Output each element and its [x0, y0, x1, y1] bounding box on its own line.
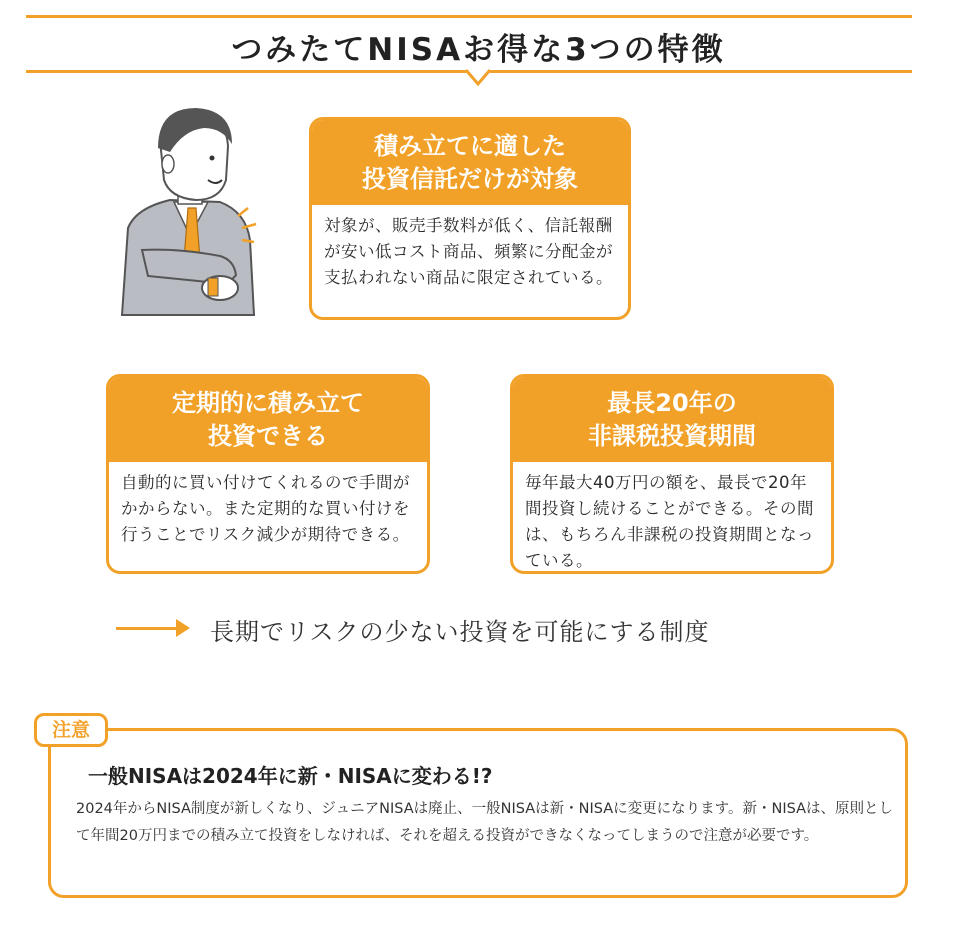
page-title: つみたてNISAお得な3つの特徴	[231, 32, 726, 68]
feature-card-1-header	[312, 120, 628, 205]
header-top-rule	[26, 15, 912, 18]
header-bottom-rule-right	[490, 70, 912, 73]
note-text: 2024年からNISA制度が新しくなり、ジュニアNISAは廃止、一般NISAは新・NISAに変更になります。新・NISAは、原則として年間20万円までの積み立て投資をしなければ、それを超える投資ができなくなってしまうので注意が必要です。	[76, 801, 894, 844]
right-arrow-icon	[116, 627, 178, 630]
feature-card-2-title-line1: 定期的に積み立て	[172, 389, 364, 417]
note-tag: 注意	[34, 713, 108, 747]
feature-card-2	[106, 374, 430, 574]
note-heading: 一般NISAは2024年に新・NISAに変わる!?	[88, 764, 493, 788]
feature-card-3	[510, 374, 834, 574]
header-bottom-rule-left	[26, 70, 466, 73]
feature-card-3-title-line2: 非課税投資期間	[588, 422, 756, 450]
feature-card-3-title-line1: 最長20年の	[607, 389, 737, 417]
header-notch-icon	[464, 68, 492, 88]
feature-card-2-header	[109, 377, 427, 462]
feature-card-2-body: 自動的に買い付けてくれるので手間がかからない。また定期的な買い付けを行うことでリスク減少が期待できる。	[121, 473, 410, 544]
conclusion-text: 長期でリスクの少ない投資を可能にする制度	[210, 618, 710, 646]
feature-card-1-title-line1: 積み立てに適した	[374, 132, 566, 160]
feature-card-3-body: 毎年最大40万円の額を、最長で20年間投資し続けることができる。その間は、もちろん非課税の投資期間となっている。	[525, 473, 814, 570]
feature-card-1-body: 対象が、販売手数料が低く、信託報酬が安い低コスト商品、頻繁に分配金が支払われない商品に限定されている。	[324, 216, 613, 287]
feature-card-3-header	[513, 377, 831, 462]
feature-card-2-title-line2: 投資できる	[208, 422, 328, 450]
feature-card-1	[309, 117, 631, 320]
feature-card-1-title-line2: 投資信託だけが対象	[362, 165, 578, 193]
right-arrow-head-icon	[176, 619, 190, 637]
businessman-illustration	[108, 100, 268, 325]
